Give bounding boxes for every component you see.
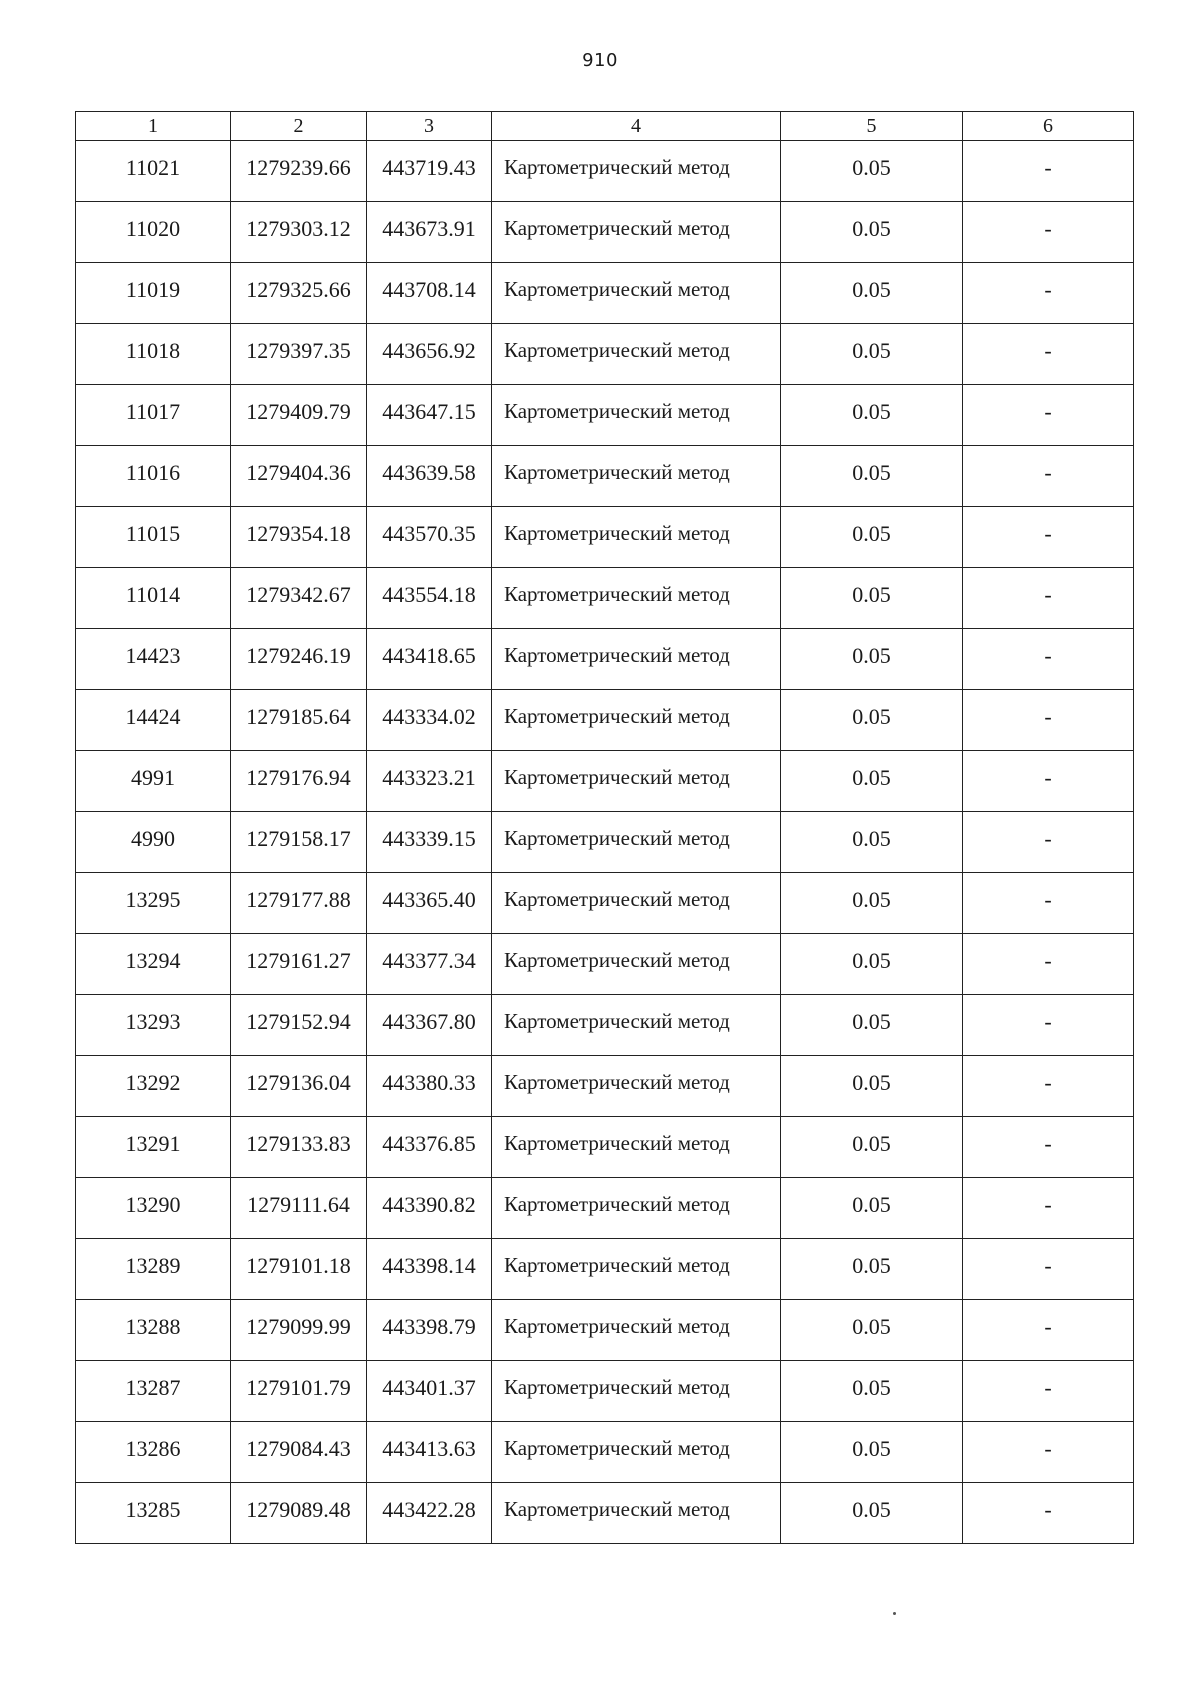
method-cell: Картометрический метод: [492, 934, 781, 995]
note-cell: -: [963, 385, 1134, 446]
note-cell: -: [963, 446, 1134, 507]
page-number: 910: [582, 50, 618, 71]
y-coordinate-cell: 443570.35: [367, 507, 492, 568]
y-coordinate-cell: 443647.15: [367, 385, 492, 446]
method-cell: Картометрический метод: [492, 1361, 781, 1422]
column-header-2: 2: [231, 112, 367, 141]
y-coordinate-cell: 443376.85: [367, 1117, 492, 1178]
y-coordinate-cell: 443380.33: [367, 1056, 492, 1117]
method-cell: Картометрический метод: [492, 690, 781, 751]
x-coordinate-cell: 1279177.88: [231, 873, 367, 934]
accuracy-cell: 0.05: [781, 873, 963, 934]
x-coordinate-cell: 1279404.36: [231, 446, 367, 507]
point-number-cell: 14423: [76, 629, 231, 690]
y-coordinate-cell: 443365.40: [367, 873, 492, 934]
point-number-cell: 11015: [76, 507, 231, 568]
point-number-cell: 13289: [76, 1239, 231, 1300]
column-header-4: 4: [492, 112, 781, 141]
x-coordinate-cell: 1279133.83: [231, 1117, 367, 1178]
x-coordinate-cell: 1279176.94: [231, 751, 367, 812]
point-number-cell: 11018: [76, 324, 231, 385]
note-cell: -: [963, 629, 1134, 690]
table-row: [76, 1239, 1134, 1300]
table-row: [76, 629, 1134, 690]
table-row: [76, 934, 1134, 995]
method-cell: Картометрический метод: [492, 446, 781, 507]
table-row: [76, 1483, 1134, 1544]
x-coordinate-cell: 1279303.12: [231, 202, 367, 263]
point-number-cell: 11020: [76, 202, 231, 263]
point-number-cell: 11017: [76, 385, 231, 446]
table-row: [76, 385, 1134, 446]
note-cell: -: [963, 1117, 1134, 1178]
accuracy-cell: 0.05: [781, 1239, 963, 1300]
accuracy-cell: 0.05: [781, 568, 963, 629]
note-cell: -: [963, 507, 1134, 568]
y-coordinate-cell: 443719.43: [367, 141, 492, 202]
method-cell: Картометрический метод: [492, 324, 781, 385]
note-cell: -: [963, 568, 1134, 629]
accuracy-cell: 0.05: [781, 1300, 963, 1361]
x-coordinate-cell: 1279325.66: [231, 263, 367, 324]
point-number-cell: 13293: [76, 995, 231, 1056]
x-coordinate-cell: 1279152.94: [231, 995, 367, 1056]
accuracy-cell: 0.05: [781, 263, 963, 324]
method-cell: Картометрический метод: [492, 1422, 781, 1483]
table-row: [76, 1422, 1134, 1483]
note-cell: -: [963, 934, 1134, 995]
note-cell: -: [963, 263, 1134, 324]
method-cell: Картометрический метод: [492, 1483, 781, 1544]
point-number-cell: 13295: [76, 873, 231, 934]
x-coordinate-cell: 1279101.79: [231, 1361, 367, 1422]
column-header-6: 6: [963, 112, 1134, 141]
table-row: [76, 1300, 1134, 1361]
table-row: [76, 1117, 1134, 1178]
y-coordinate-cell: 443390.82: [367, 1178, 492, 1239]
point-number-cell: 13288: [76, 1300, 231, 1361]
accuracy-cell: 0.05: [781, 507, 963, 568]
table-body: [76, 141, 1134, 1544]
x-coordinate-cell: 1279101.18: [231, 1239, 367, 1300]
table-row: [76, 812, 1134, 873]
table-row: [76, 873, 1134, 934]
method-cell: Картометрический метод: [492, 629, 781, 690]
note-cell: -: [963, 1056, 1134, 1117]
x-coordinate-cell: 1279342.67: [231, 568, 367, 629]
table-row: [76, 568, 1134, 629]
method-cell: Картометрический метод: [492, 507, 781, 568]
scan-speck: [893, 1612, 896, 1615]
method-cell: Картометрический метод: [492, 568, 781, 629]
point-number-cell: 13291: [76, 1117, 231, 1178]
method-cell: Картометрический метод: [492, 1117, 781, 1178]
x-coordinate-cell: 1279239.66: [231, 141, 367, 202]
accuracy-cell: 0.05: [781, 1483, 963, 1544]
accuracy-cell: 0.05: [781, 751, 963, 812]
point-number-cell: 14424: [76, 690, 231, 751]
point-number-cell: 13294: [76, 934, 231, 995]
accuracy-cell: 0.05: [781, 1422, 963, 1483]
method-cell: Картометрический метод: [492, 1300, 781, 1361]
y-coordinate-cell: 443656.92: [367, 324, 492, 385]
x-coordinate-cell: 1279397.35: [231, 324, 367, 385]
table-row: [76, 324, 1134, 385]
method-cell: Картометрический метод: [492, 385, 781, 446]
x-coordinate-cell: 1279111.64: [231, 1178, 367, 1239]
y-coordinate-cell: 443339.15: [367, 812, 492, 873]
note-cell: -: [963, 1483, 1134, 1544]
accuracy-cell: 0.05: [781, 446, 963, 507]
x-coordinate-cell: 1279158.17: [231, 812, 367, 873]
note-cell: -: [963, 1300, 1134, 1361]
table-row: [76, 751, 1134, 812]
note-cell: -: [963, 1361, 1134, 1422]
note-cell: -: [963, 141, 1134, 202]
note-cell: -: [963, 324, 1134, 385]
table-row: [76, 202, 1134, 263]
column-header-3: 3: [367, 112, 492, 141]
accuracy-cell: 0.05: [781, 812, 963, 873]
accuracy-cell: 0.05: [781, 690, 963, 751]
y-coordinate-cell: 443367.80: [367, 995, 492, 1056]
x-coordinate-cell: 1279354.18: [231, 507, 367, 568]
table-row: [76, 141, 1134, 202]
y-coordinate-cell: 443398.14: [367, 1239, 492, 1300]
note-cell: -: [963, 1239, 1134, 1300]
method-cell: Картометрический метод: [492, 812, 781, 873]
accuracy-cell: 0.05: [781, 1056, 963, 1117]
y-coordinate-cell: 443334.02: [367, 690, 492, 751]
column-header-5: 5: [781, 112, 963, 141]
table-header-row: [76, 112, 1134, 141]
point-number-cell: 13290: [76, 1178, 231, 1239]
method-cell: Картометрический метод: [492, 751, 781, 812]
note-cell: -: [963, 1178, 1134, 1239]
point-number-cell: 11016: [76, 446, 231, 507]
point-number-cell: 4990: [76, 812, 231, 873]
column-header-1: 1: [76, 112, 231, 141]
note-cell: -: [963, 751, 1134, 812]
point-number-cell: 13285: [76, 1483, 231, 1544]
y-coordinate-cell: 443413.63: [367, 1422, 492, 1483]
x-coordinate-cell: 1279161.27: [231, 934, 367, 995]
table-row: [76, 507, 1134, 568]
accuracy-cell: 0.05: [781, 324, 963, 385]
y-coordinate-cell: 443673.91: [367, 202, 492, 263]
point-number-cell: 4991: [76, 751, 231, 812]
point-number-cell: 11021: [76, 141, 231, 202]
table-row: [76, 995, 1134, 1056]
y-coordinate-cell: 443422.28: [367, 1483, 492, 1544]
x-coordinate-cell: 1279084.43: [231, 1422, 367, 1483]
note-cell: -: [963, 1422, 1134, 1483]
point-number-cell: 11019: [76, 263, 231, 324]
y-coordinate-cell: 443401.37: [367, 1361, 492, 1422]
method-cell: Картометрический метод: [492, 263, 781, 324]
x-coordinate-cell: 1279099.99: [231, 1300, 367, 1361]
accuracy-cell: 0.05: [781, 1117, 963, 1178]
accuracy-cell: 0.05: [781, 629, 963, 690]
accuracy-cell: 0.05: [781, 385, 963, 446]
method-cell: Картометрический метод: [492, 141, 781, 202]
note-cell: -: [963, 995, 1134, 1056]
table-row: [76, 1361, 1134, 1422]
method-cell: Картометрический метод: [492, 1056, 781, 1117]
table-row: [76, 446, 1134, 507]
accuracy-cell: 0.05: [781, 934, 963, 995]
method-cell: Картометрический метод: [492, 873, 781, 934]
accuracy-cell: 0.05: [781, 1178, 963, 1239]
note-cell: -: [963, 873, 1134, 934]
x-coordinate-cell: 1279185.64: [231, 690, 367, 751]
method-cell: Картометрический метод: [492, 995, 781, 1056]
note-cell: -: [963, 202, 1134, 263]
table-row: [76, 1056, 1134, 1117]
point-number-cell: 13292: [76, 1056, 231, 1117]
point-number-cell: 13287: [76, 1361, 231, 1422]
note-cell: -: [963, 690, 1134, 751]
accuracy-cell: 0.05: [781, 1361, 963, 1422]
accuracy-cell: 0.05: [781, 995, 963, 1056]
x-coordinate-cell: 1279089.48: [231, 1483, 367, 1544]
x-coordinate-cell: 1279409.79: [231, 385, 367, 446]
point-number-cell: 13286: [76, 1422, 231, 1483]
x-coordinate-cell: 1279136.04: [231, 1056, 367, 1117]
y-coordinate-cell: 443377.34: [367, 934, 492, 995]
accuracy-cell: 0.05: [781, 202, 963, 263]
x-coordinate-cell: 1279246.19: [231, 629, 367, 690]
coordinates-table: [75, 111, 1134, 1544]
y-coordinate-cell: 443554.18: [367, 568, 492, 629]
method-cell: Картометрический метод: [492, 1178, 781, 1239]
table-row: [76, 263, 1134, 324]
accuracy-cell: 0.05: [781, 141, 963, 202]
y-coordinate-cell: 443708.14: [367, 263, 492, 324]
y-coordinate-cell: 443398.79: [367, 1300, 492, 1361]
y-coordinate-cell: 443639.58: [367, 446, 492, 507]
point-number-cell: 11014: [76, 568, 231, 629]
y-coordinate-cell: 443418.65: [367, 629, 492, 690]
note-cell: -: [963, 812, 1134, 873]
table-row: [76, 690, 1134, 751]
y-coordinate-cell: 443323.21: [367, 751, 492, 812]
method-cell: Картометрический метод: [492, 202, 781, 263]
table-row: [76, 1178, 1134, 1239]
method-cell: Картометрический метод: [492, 1239, 781, 1300]
